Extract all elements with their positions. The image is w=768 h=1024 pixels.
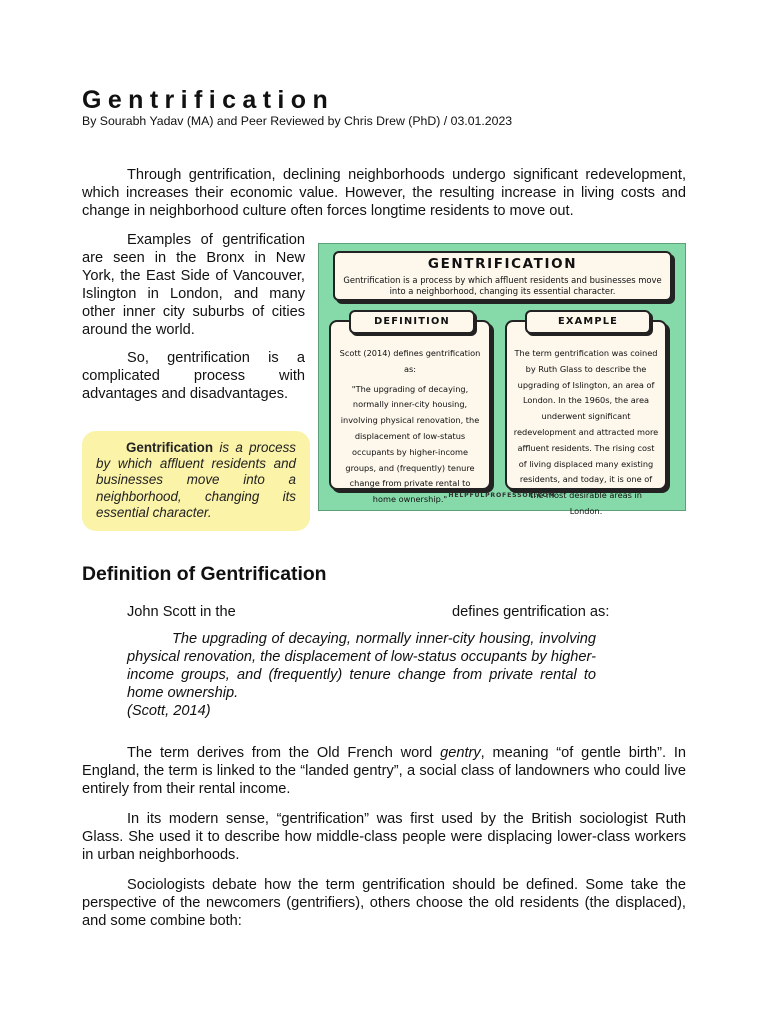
quote-citation: (Scott, 2014) xyxy=(127,703,211,719)
infographic-header xyxy=(333,251,672,301)
scott-lead: John Scott in the xyxy=(127,604,236,620)
definition-card-lead: Scott (2014) defines gentrification as: xyxy=(339,348,481,374)
scott-quote xyxy=(127,630,596,720)
article-title: Gentrification xyxy=(82,86,335,114)
infographic-subtitle: Gentrification is a process by which affluent residents and businesses move into a neighborhood, changing its essential character. xyxy=(343,275,662,296)
byline: By Sourabh Yadav (MA) and Peer Reviewed by Chris Drew (PhD) / 03.01.2023 xyxy=(82,114,513,128)
quote-text: The upgrading of decaying, normally inner-city housing, involving physical renovation, the displacement of low-status occupants by higher-income groups, and (frequently) tenure change from private rental to home ownership. xyxy=(127,631,596,701)
gentrification-infographic xyxy=(318,243,686,516)
definition-card xyxy=(329,316,491,505)
scott-trail: defines gentrification as: xyxy=(452,604,610,620)
definition-heading: Definition of Gentrification xyxy=(82,563,327,585)
intro-paragraph: Through gentrification, declining neighborhoods undergo significant redevelopment, which increases their economic value. However, the resulting increase in living costs and change in neighborhood culture often forces longtime residents to move out. xyxy=(82,167,686,219)
definition-card-body xyxy=(337,346,483,508)
definition-callout xyxy=(82,431,310,531)
example-card-text: The term gentrification was coined by Ruth Glass to describe the upgrading of Islington, an area of London. In the 1960s, the area underwent significant redevelopment and attracted more affluent residents. The rising cost of living displaced many existing residents, and today, it is one of the most desirable areas in London. xyxy=(513,348,659,516)
infographic-footer: HELPFULPROFESSOR.COM xyxy=(448,492,556,499)
debate-paragraph: Sociologists debate how the term gentrification should be defined. Some take the perspective of the newcomers (gentrifiers), others choose the old residents (the displaced), and some combine both: xyxy=(82,877,686,929)
callout-definition: is a process by which affluent residents and businesses move into a neighborhood, changing its essential character. xyxy=(96,440,296,520)
definition-card-header: DEFINITION xyxy=(349,310,475,334)
etymology-paragraph xyxy=(82,744,686,798)
etymology-text-a: The term derives from the Old French word xyxy=(127,745,441,761)
examples-paragraph: Examples of gentrification are seen in the Bronx in New York, the East Side of Vancouver, Islington in London, and many other inner city suburbs of cities around the world. xyxy=(82,232,305,338)
etymology-text-b: , meaning “of gentle birth”. In England, the term is linked to the “landed gentry”, a social class of landowners who could live entirely from their rental income. xyxy=(82,745,687,797)
infographic-title: GENTRIFICATION xyxy=(427,256,578,272)
callout-term: Gentrification xyxy=(126,440,214,455)
example-card-header: EXAMPLE xyxy=(525,310,651,334)
complicated-paragraph: So, gentrification is a complicated process with advantages and disadvantages. xyxy=(82,350,305,402)
left-column xyxy=(82,231,305,403)
glass-paragraph: In its modern sense, “gentrification” was first used by the British sociologist Ruth Glass. She used it to describe how middle-class people were displacing lower-class workers in urban neighborhoods. xyxy=(82,811,686,863)
etymology-word: gentry xyxy=(440,745,481,761)
definition-card-quote: "The upgrading of decaying, normally inner-city housing, involving physical renovation, the displacement of low-status occupants by higher-income groups, and (frequently) tenure change from private rental to home ownership." xyxy=(340,383,480,505)
example-card xyxy=(505,316,667,516)
